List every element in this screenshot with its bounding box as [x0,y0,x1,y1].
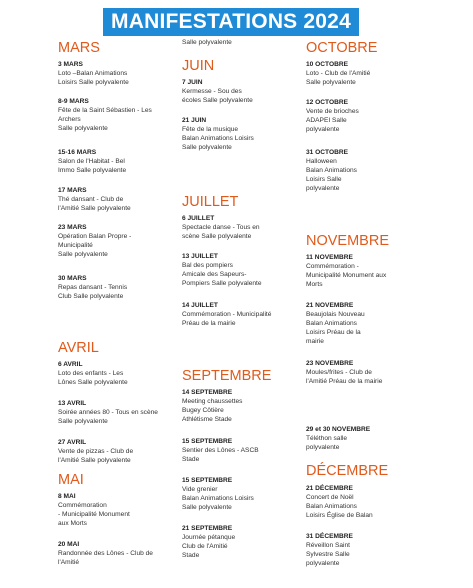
event-date: 23 NOVEMBRE [306,360,354,367]
event-date: 15-16 MARS [58,149,97,156]
event-item [306,253,456,289]
month-heading: JUILLET [182,194,239,210]
event-description: polyvalente [306,444,340,451]
event-date: 31 DÉCEMBRE [306,533,353,540]
event-date: 29 et 30 NOVEMBRE [306,426,371,433]
event-date: 13 AVRIL [58,400,87,407]
event-description: Lônes Salle polyvalente [58,379,128,386]
event-description: Journée pétanque [182,534,236,541]
event-item [58,148,208,175]
event-item [306,425,456,452]
event-description: Spectacle danse - Tous en [182,224,260,231]
event-description: Municipalité Monument aux [306,272,387,279]
event-item [306,359,456,386]
event-description: Vide grenier [182,486,218,493]
event-description: Pompiers Salle polyvalente [182,280,262,287]
event-date: 15 SEPTEMBRE [182,477,233,484]
event-date: 31 OCTOBRE [306,149,349,156]
event-description: Amicale des Sapeurs- [182,271,247,278]
event-date: 21 JUIN [182,117,207,124]
event-description: mairie [306,338,324,345]
event-description: Beaujolais Nouveau [306,311,365,318]
event-description: Balan Animations Loisirs [182,495,254,502]
event-description: Stade [182,552,200,559]
event-description: l'Amitié [58,559,80,566]
event-date: 30 MARS [58,275,87,282]
event-date: 13 JUILLET [182,253,218,260]
event-description: Commémoration - [306,263,359,270]
month-heading: DÉCEMBRE [306,463,389,479]
event-description: Meeting chaussettes [182,398,243,405]
event-date: 7 JUIN [182,79,203,86]
month-heading: MARS [58,40,100,56]
event-description: Vente de brioches [306,108,359,115]
event-description: Commémoration - Municipalité [182,311,272,318]
event-description: aux Morts [58,520,87,527]
event-description: Sylvestre Salle [306,551,350,558]
month-heading: SEPTEMBRE [182,368,272,384]
event-description: Salle polyvalente [306,79,356,86]
event-description: Balan Animations [306,503,357,510]
event-date: 21 NOVEMBRE [306,302,354,309]
event-description: Opération Balan Propre - [58,233,132,240]
month-heading: AVRIL [58,340,99,356]
event-description: Bugey Côtière [182,407,224,414]
month-heading: NOVEMBRE [306,233,389,249]
event-description: Vente de pizzas - Club de [58,448,134,455]
event-item [306,60,456,87]
event-description: scène Salle polyvalente [182,233,252,240]
event-item [306,98,456,134]
event-description: polyvalente [306,560,340,567]
event-description: Salon de l'Habitat - Bel [58,158,125,165]
event-description: Moules/frites - Club de [306,369,372,376]
event-description: Club de l'Amitié [182,543,228,550]
event-description: Kermesse - Sou des [182,88,242,95]
event-description: Loisirs Préau de la [306,329,361,336]
event-date: 21 SEPTEMBRE [182,525,233,532]
event-date: 15 SEPTEMBRE [182,438,233,445]
event-date: 14 SEPTEMBRE [182,389,233,396]
event-item [306,301,456,346]
event-date: 11 NOVEMBRE [306,254,353,261]
event-description: Balan Animations [306,320,357,327]
month-heading: OCTOBRE [306,40,378,56]
month-heading: JUIN [182,58,215,74]
event-description: Stade [182,456,200,463]
event-description: Thé dansant - Club de [58,196,124,203]
event-description: Club Salle polyvalente [58,293,124,300]
event-description: Salle polyvalente [58,418,108,425]
event-description: Athlétisme Stade [182,416,232,423]
event-description: Loto des enfants - Les [58,370,124,377]
event-item [306,484,456,520]
event-date: 12 OCTOBRE [306,99,349,106]
event-description: Balan Animations [306,167,357,174]
event-description: Municipalité [58,242,93,249]
event-description: - Municipalité Monument [58,511,130,518]
event-description: Morts [306,281,323,288]
event-description: Loto - Club de l'Amitié [306,70,371,77]
event-item [306,148,456,193]
event-description: Repas dansant - Tennis [58,284,128,291]
event-description: Concert de Noël [306,494,354,501]
event-description: ADAPEI Salle [306,117,347,124]
event-description: Loisirs Église de Balan [306,512,373,519]
event-description: l'Amitié Salle polyvalente [58,457,131,464]
event-description: l'Amitié Salle polyvalente [58,205,131,212]
event-description: Bal des pompiers [182,262,233,269]
event-description: Fête de la Saint Sébastien - Les [58,107,152,114]
event-date: 27 AVRIL [58,439,87,446]
event-date: 17 MARS [58,187,87,194]
event-description: Loisirs Salle polyvalente [58,79,129,86]
event-description: Sentier des Lônes - ASCB [182,447,259,454]
event-date: 10 OCTOBRE [306,61,349,68]
event-description: l'Amitié Préau de la mairie [306,378,383,385]
event-description: Téléthon salle [306,435,348,442]
event-description: Préau de la mairie [182,320,236,327]
event-date: 3 MARS [58,61,83,68]
event-date: 8-9 MARS [58,98,89,105]
event-description: Fête de la musique [182,126,239,133]
event-description: Loisirs Salle [306,176,342,183]
event-description: polyvalente [306,185,340,192]
event-date: 14 JUILLET [182,302,218,309]
event-description: Balan Animations Loisirs [182,135,254,142]
month-heading: MAI [58,472,84,488]
event-description: Salle polyvalente [182,144,232,151]
event-description: Soirée années 80 - Tous en scène [58,409,158,416]
event-date: 20 MAI [58,541,80,548]
event-item [306,532,456,568]
event-description: écoles Salle polyvalente [182,97,253,104]
event-description: Randonnée des Lônes - Club de [58,550,153,557]
event-description: Loto –Balan Animations [58,70,128,77]
event-description: Immo Salle polyvalente [58,167,127,174]
event-date: 23 MARS [58,224,87,231]
event-date: 8 MAI [58,493,76,500]
page-title: MANIFESTATIONS 2024 [103,8,359,36]
event-description: Archers [58,116,81,123]
event-date: 6 JUILLET [182,215,215,222]
event-date: 21 DÉCEMBRE [306,485,353,492]
event-description: Halloween [306,158,337,165]
event-description: Salle polyvalente [182,39,232,46]
event-description: Commémoration [58,502,107,509]
event-description: Salle polyvalente [58,125,108,132]
event-description: Réveillon Saint [306,542,350,549]
event-date: 6 AVRIL [58,361,83,368]
event-description: Salle polyvalente [58,251,108,258]
event-item [182,388,332,424]
event-description: polyvalente [306,126,340,133]
event-description: Salle polyvalente [182,504,232,511]
